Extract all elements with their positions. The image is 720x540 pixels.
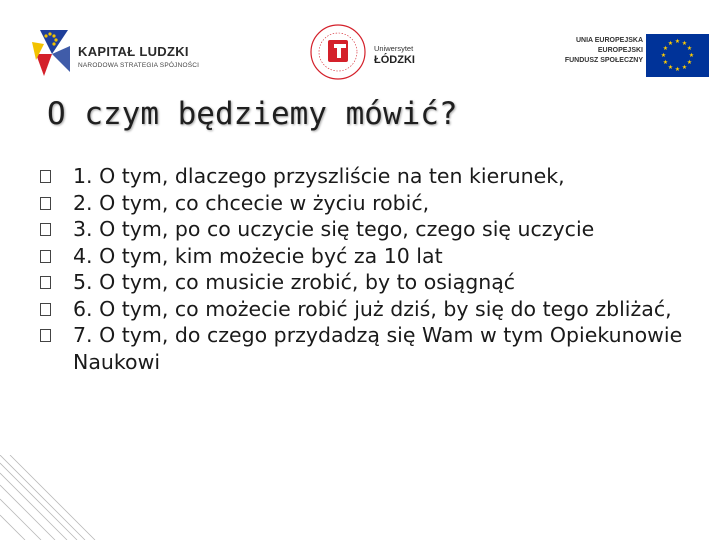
square-bullet-icon — [40, 197, 51, 210]
kapital-ludzki-subtitle: NARODOWA STRATEGIA SPÓJNOŚCI — [78, 62, 200, 69]
decorative-corner-lines — [0, 455, 160, 540]
svg-text:★: ★ — [674, 66, 681, 73]
svg-text:★: ★ — [686, 59, 693, 66]
square-bullet-icon — [40, 276, 51, 289]
list-item: 6. O tym, co możecie robić już dziś, by się do tego zbliżać, — [40, 296, 690, 323]
eu-text-line1: UNIA EUROPEJSKA — [575, 37, 643, 44]
list-item: 2. O tym, co chcecie w życiu robić, — [40, 190, 690, 217]
svg-text:★: ★ — [674, 38, 681, 45]
kapital-ludzki-emblem — [30, 24, 76, 80]
square-bullet-icon — [40, 250, 51, 263]
list-item: 7. O tym, do czego przydadzą się Wam w tym Opiekunowie Naukowi — [40, 322, 690, 375]
eu-text-line3: FUNDUSZ SPOŁECZNY — [564, 57, 643, 64]
uniwersytet-lodzki-logo — [308, 22, 438, 84]
eu-flag-icon — [646, 34, 709, 77]
kapital-ludzki-logo — [30, 24, 215, 82]
svg-text:★: ★ — [688, 52, 695, 59]
svg-text:★: ★ — [667, 40, 674, 47]
eu-text-line2: EUROPEJSKI — [597, 47, 643, 54]
svg-text:★: ★ — [662, 59, 669, 66]
square-bullet-icon — [40, 170, 51, 183]
svg-text:★: ★ — [667, 64, 674, 71]
eu-text — [553, 36, 643, 66]
list-item: 3. O tym, po co uczycie się tego, czego się uczycie — [40, 216, 690, 243]
topic-list — [40, 163, 690, 375]
slide-title: O czym będziemy mówić? — [47, 96, 458, 132]
list-item: 5. O tym, co musicie zrobić, by to osiągnąć — [40, 269, 690, 296]
svg-text:★: ★ — [681, 40, 688, 47]
svg-text:★: ★ — [660, 52, 667, 59]
university-label: Uniwersytet — [374, 44, 414, 53]
svg-text:★: ★ — [681, 64, 688, 71]
list-item: 4. O tym, kim możecie być za 10 lat — [40, 243, 690, 270]
svg-text:★: ★ — [686, 45, 693, 52]
university-name: ŁÓDZKI — [374, 54, 415, 66]
list-item: 1. O tym, dlaczego przyszliście na ten kierunek, — [40, 163, 690, 190]
square-bullet-icon — [40, 303, 51, 316]
square-bullet-icon — [40, 329, 51, 342]
square-bullet-icon — [40, 223, 51, 236]
eu-logo — [553, 36, 713, 76]
university-seal-icon — [308, 22, 368, 82]
svg-text:★: ★ — [662, 45, 669, 52]
kapital-ludzki-title: KAPITAŁ LUDZKI — [78, 44, 189, 59]
